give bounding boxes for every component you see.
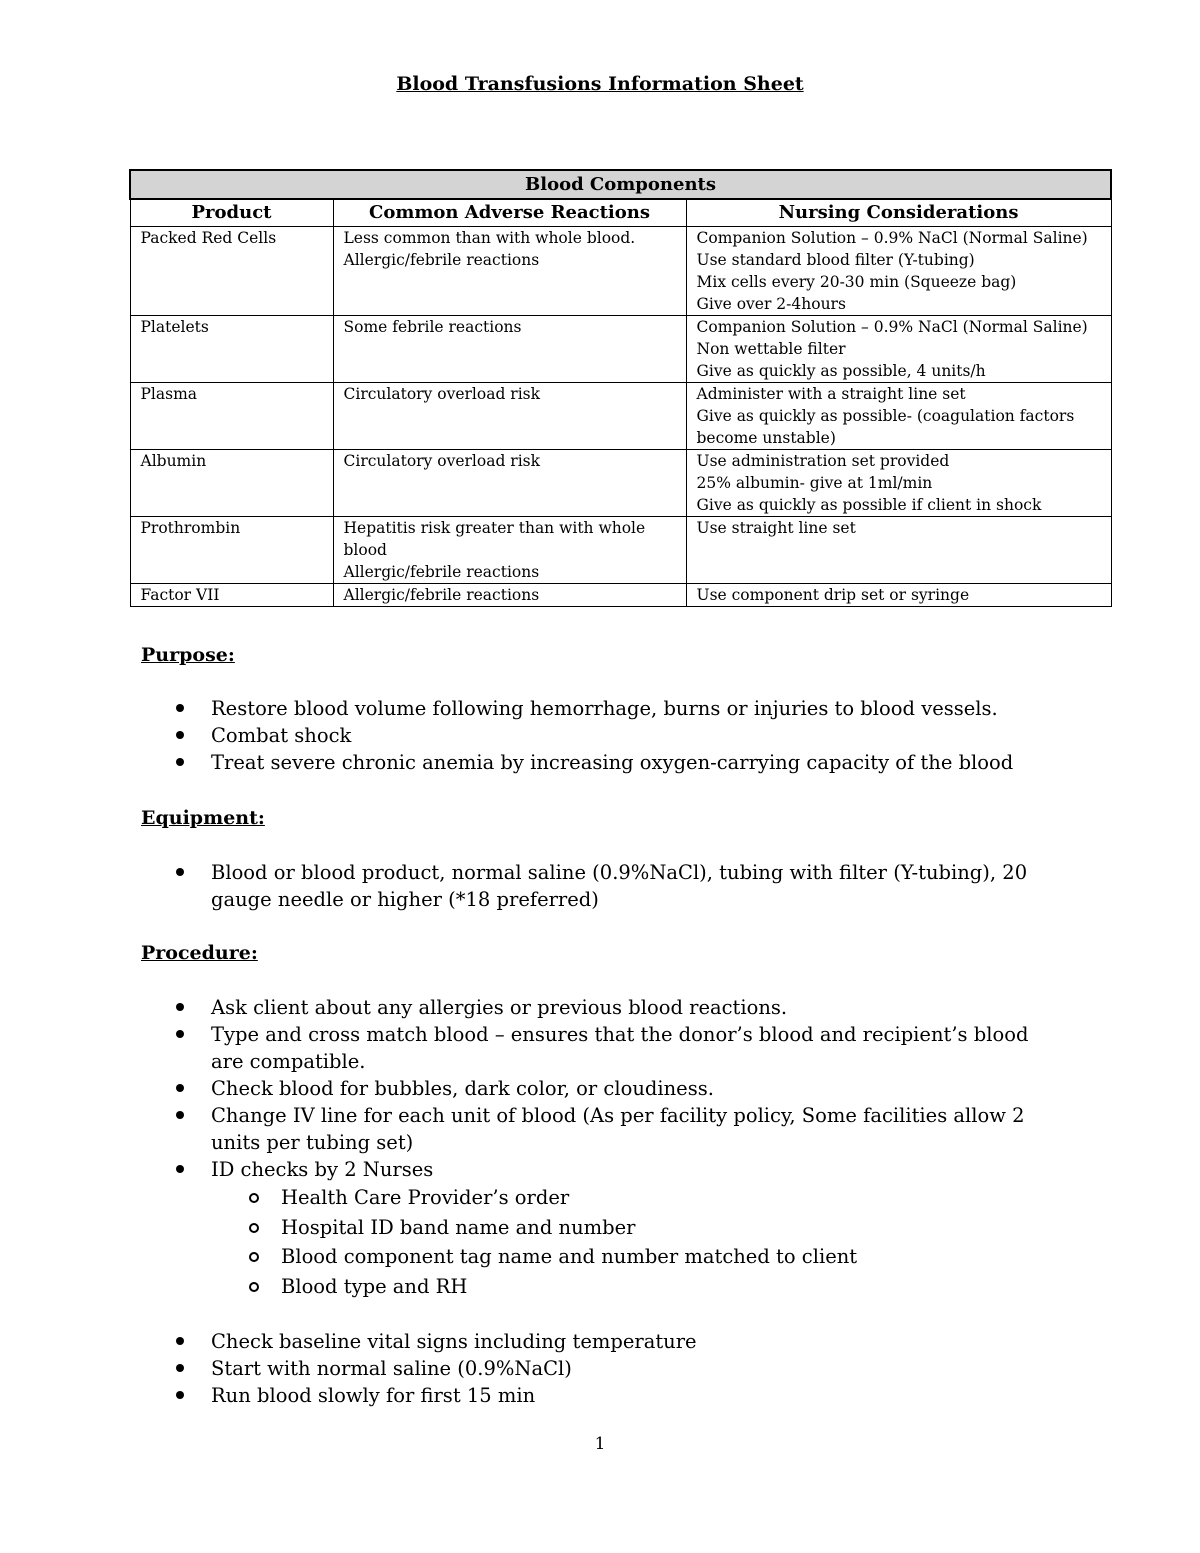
nursing-line: Use component drip set or syringe <box>696 586 970 604</box>
purpose-list <box>141 695 1101 776</box>
procedure-list <box>141 994 1061 1301</box>
product-cell <box>130 450 333 517</box>
list-item <box>141 1075 1061 1102</box>
list-item <box>141 994 1061 1021</box>
id-check-list <box>211 1183 1061 1301</box>
nursing-line: Mix cells every 20-30 min (Squeeze bag) <box>696 273 1017 291</box>
list-item-text: Run blood slowly for first 15 min <box>211 1384 536 1407</box>
nursing-line: Give as quickly as possible- (coagulation factors become unstable) <box>696 407 1075 447</box>
reactions-cell <box>333 383 686 450</box>
table-row <box>130 227 1111 316</box>
page-number: 1 <box>594 1434 606 1454</box>
list-item <box>141 1102 1061 1156</box>
list-item <box>141 1328 1101 1355</box>
bullet-icon <box>176 1337 184 1345</box>
table-row <box>130 584 1111 607</box>
purpose-heading: Purpose: <box>141 644 235 666</box>
bullet-icon <box>176 758 184 766</box>
reaction-line: Circulatory overload risk <box>343 452 541 470</box>
column-header-product: Product <box>130 199 333 227</box>
list-item-text: Combat shock <box>211 724 352 747</box>
list-item-text: Treat severe chronic anemia by increasing oxygen-carrying capacity of the blood <box>211 751 1014 774</box>
nursing-line: Companion Solution – 0.9% NaCl (Normal Saline) <box>696 318 1088 336</box>
purpose-section <box>141 643 1101 776</box>
nursing-cell <box>686 383 1111 450</box>
list-item-text: Blood or blood product, normal saline (0.9%NaCl), tubing with filter (Y-tubing), 20 gauge needle or higher (*18 preferred) <box>211 861 1028 911</box>
sub-list-item-text: Blood component tag name and number matched to client <box>281 1245 858 1268</box>
hollow-bullet-icon <box>249 1252 259 1262</box>
nursing-cell <box>686 517 1111 584</box>
product-cell <box>130 584 333 607</box>
nursing-line: Use administration set provided <box>696 452 950 470</box>
equipment-heading: Equipment: <box>141 807 265 829</box>
reaction-line: Some febrile reactions <box>343 318 522 336</box>
nursing-cell <box>686 450 1111 517</box>
list-item-text: Start with normal saline (0.9%NaCl) <box>211 1357 572 1380</box>
hollow-bullet-icon <box>249 1282 259 1292</box>
list-item-text: Ask client about any allergies or previous blood reactions. <box>211 996 788 1019</box>
bullet-icon <box>176 1084 184 1092</box>
product-cell <box>130 227 333 316</box>
sub-list-item <box>211 1213 1061 1243</box>
reaction-line: Circulatory overload risk <box>343 385 541 403</box>
nursing-line: Use standard blood filter (Y-tubing) <box>696 251 975 269</box>
procedure-heading: Procedure: <box>141 942 258 964</box>
reaction-line: Allergic/febrile reactions <box>343 563 540 581</box>
bullet-icon <box>176 1391 184 1399</box>
list-item-text: ID checks by 2 Nurses <box>211 1158 434 1181</box>
list-item <box>141 722 1101 749</box>
reaction-line: Allergic/febrile reactions <box>343 251 540 269</box>
bullet-icon <box>176 868 184 876</box>
product-cell <box>130 383 333 450</box>
product-name: Platelets <box>140 318 209 336</box>
bullet-icon <box>176 1165 184 1173</box>
bullet-icon <box>176 704 184 712</box>
sub-list-item <box>211 1183 1061 1213</box>
procedure-section <box>141 941 1101 1409</box>
list-item-text: Check blood for bubbles, dark color, or cloudiness. <box>211 1077 714 1100</box>
page-title: Blood Transfusions Information Sheet <box>396 73 804 95</box>
reactions-cell <box>333 316 686 383</box>
column-header-reactions: Common Adverse Reactions <box>333 199 686 227</box>
list-item-text: Change IV line for each unit of blood (As per facility policy, Some facilities allow 2 units per tubing set) <box>211 1104 1025 1154</box>
product-name: Plasma <box>140 385 198 403</box>
nursing-line: Use straight line set <box>696 519 856 537</box>
list-item <box>141 749 1101 776</box>
bullet-icon <box>176 1003 184 1011</box>
product-cell <box>130 316 333 383</box>
nursing-line: Give as quickly as possible, 4 units/h <box>696 362 986 380</box>
bullet-icon <box>176 1030 184 1038</box>
nursing-line: 25% albumin- give at 1ml/min <box>696 474 933 492</box>
bullet-icon <box>176 731 184 739</box>
list-item-text: Restore blood volume following hemorrhage, burns or injuries to blood vessels. <box>211 697 998 720</box>
sub-list-item <box>211 1242 1061 1272</box>
hollow-bullet-icon <box>249 1193 259 1203</box>
list-item-text: Check baseline vital signs including temperature <box>211 1330 697 1353</box>
list-item-text: Type and cross match blood – ensures that the donor’s blood and recipient’s blood are compatible. <box>211 1023 1029 1073</box>
list-item <box>141 1382 1101 1409</box>
hollow-bullet-icon <box>249 1223 259 1233</box>
nursing-cell <box>686 227 1111 316</box>
table-banner: Blood Components <box>130 170 1111 199</box>
procedure-list-continued <box>141 1328 1101 1409</box>
product-name: Packed Red Cells <box>140 229 277 247</box>
reaction-line: Hepatitis risk greater than with whole blood <box>343 519 646 559</box>
reactions-cell <box>333 450 686 517</box>
blood-components-table <box>129 169 1112 607</box>
table-row <box>130 450 1111 517</box>
sub-list-item-text: Blood type and RH <box>281 1274 468 1298</box>
nursing-cell <box>686 316 1111 383</box>
reaction-line: Less common than with whole blood. <box>343 229 636 247</box>
product-name: Factor VII <box>140 586 220 604</box>
table-row <box>130 316 1111 383</box>
table-row <box>130 383 1111 450</box>
bullet-icon <box>176 1364 184 1372</box>
nursing-line: Give over 2-4hours <box>696 295 846 313</box>
reaction-line: Allergic/febrile reactions <box>343 586 540 604</box>
column-header-nursing: Nursing Considerations <box>686 199 1111 227</box>
nursing-cell <box>686 584 1111 607</box>
product-cell <box>130 517 333 584</box>
reactions-cell <box>333 227 686 316</box>
product-name: Albumin <box>140 452 207 470</box>
sub-list-item-text: Hospital ID band name and number <box>281 1215 636 1239</box>
list-item <box>141 1021 1061 1075</box>
list-item <box>141 859 1041 913</box>
sub-list-item-text: Health Care Provider’s order <box>281 1186 570 1209</box>
nursing-line: Administer with a straight line set <box>696 385 966 403</box>
list-item <box>141 1355 1101 1382</box>
list-item <box>141 1156 1061 1301</box>
bullet-icon <box>176 1111 184 1119</box>
sub-list-item <box>211 1272 1061 1302</box>
list-item <box>141 695 1101 722</box>
equipment-list <box>141 859 1041 913</box>
product-name: Prothrombin <box>140 519 241 537</box>
table-row <box>130 517 1111 584</box>
nursing-line: Companion Solution – 0.9% NaCl (Normal Saline) <box>696 229 1088 247</box>
reactions-cell <box>333 517 686 584</box>
equipment-section <box>141 806 1101 913</box>
nursing-line: Give as quickly as possible if client in shock <box>696 496 1042 514</box>
nursing-line: Non wettable filter <box>696 340 846 358</box>
reactions-cell <box>333 584 686 607</box>
